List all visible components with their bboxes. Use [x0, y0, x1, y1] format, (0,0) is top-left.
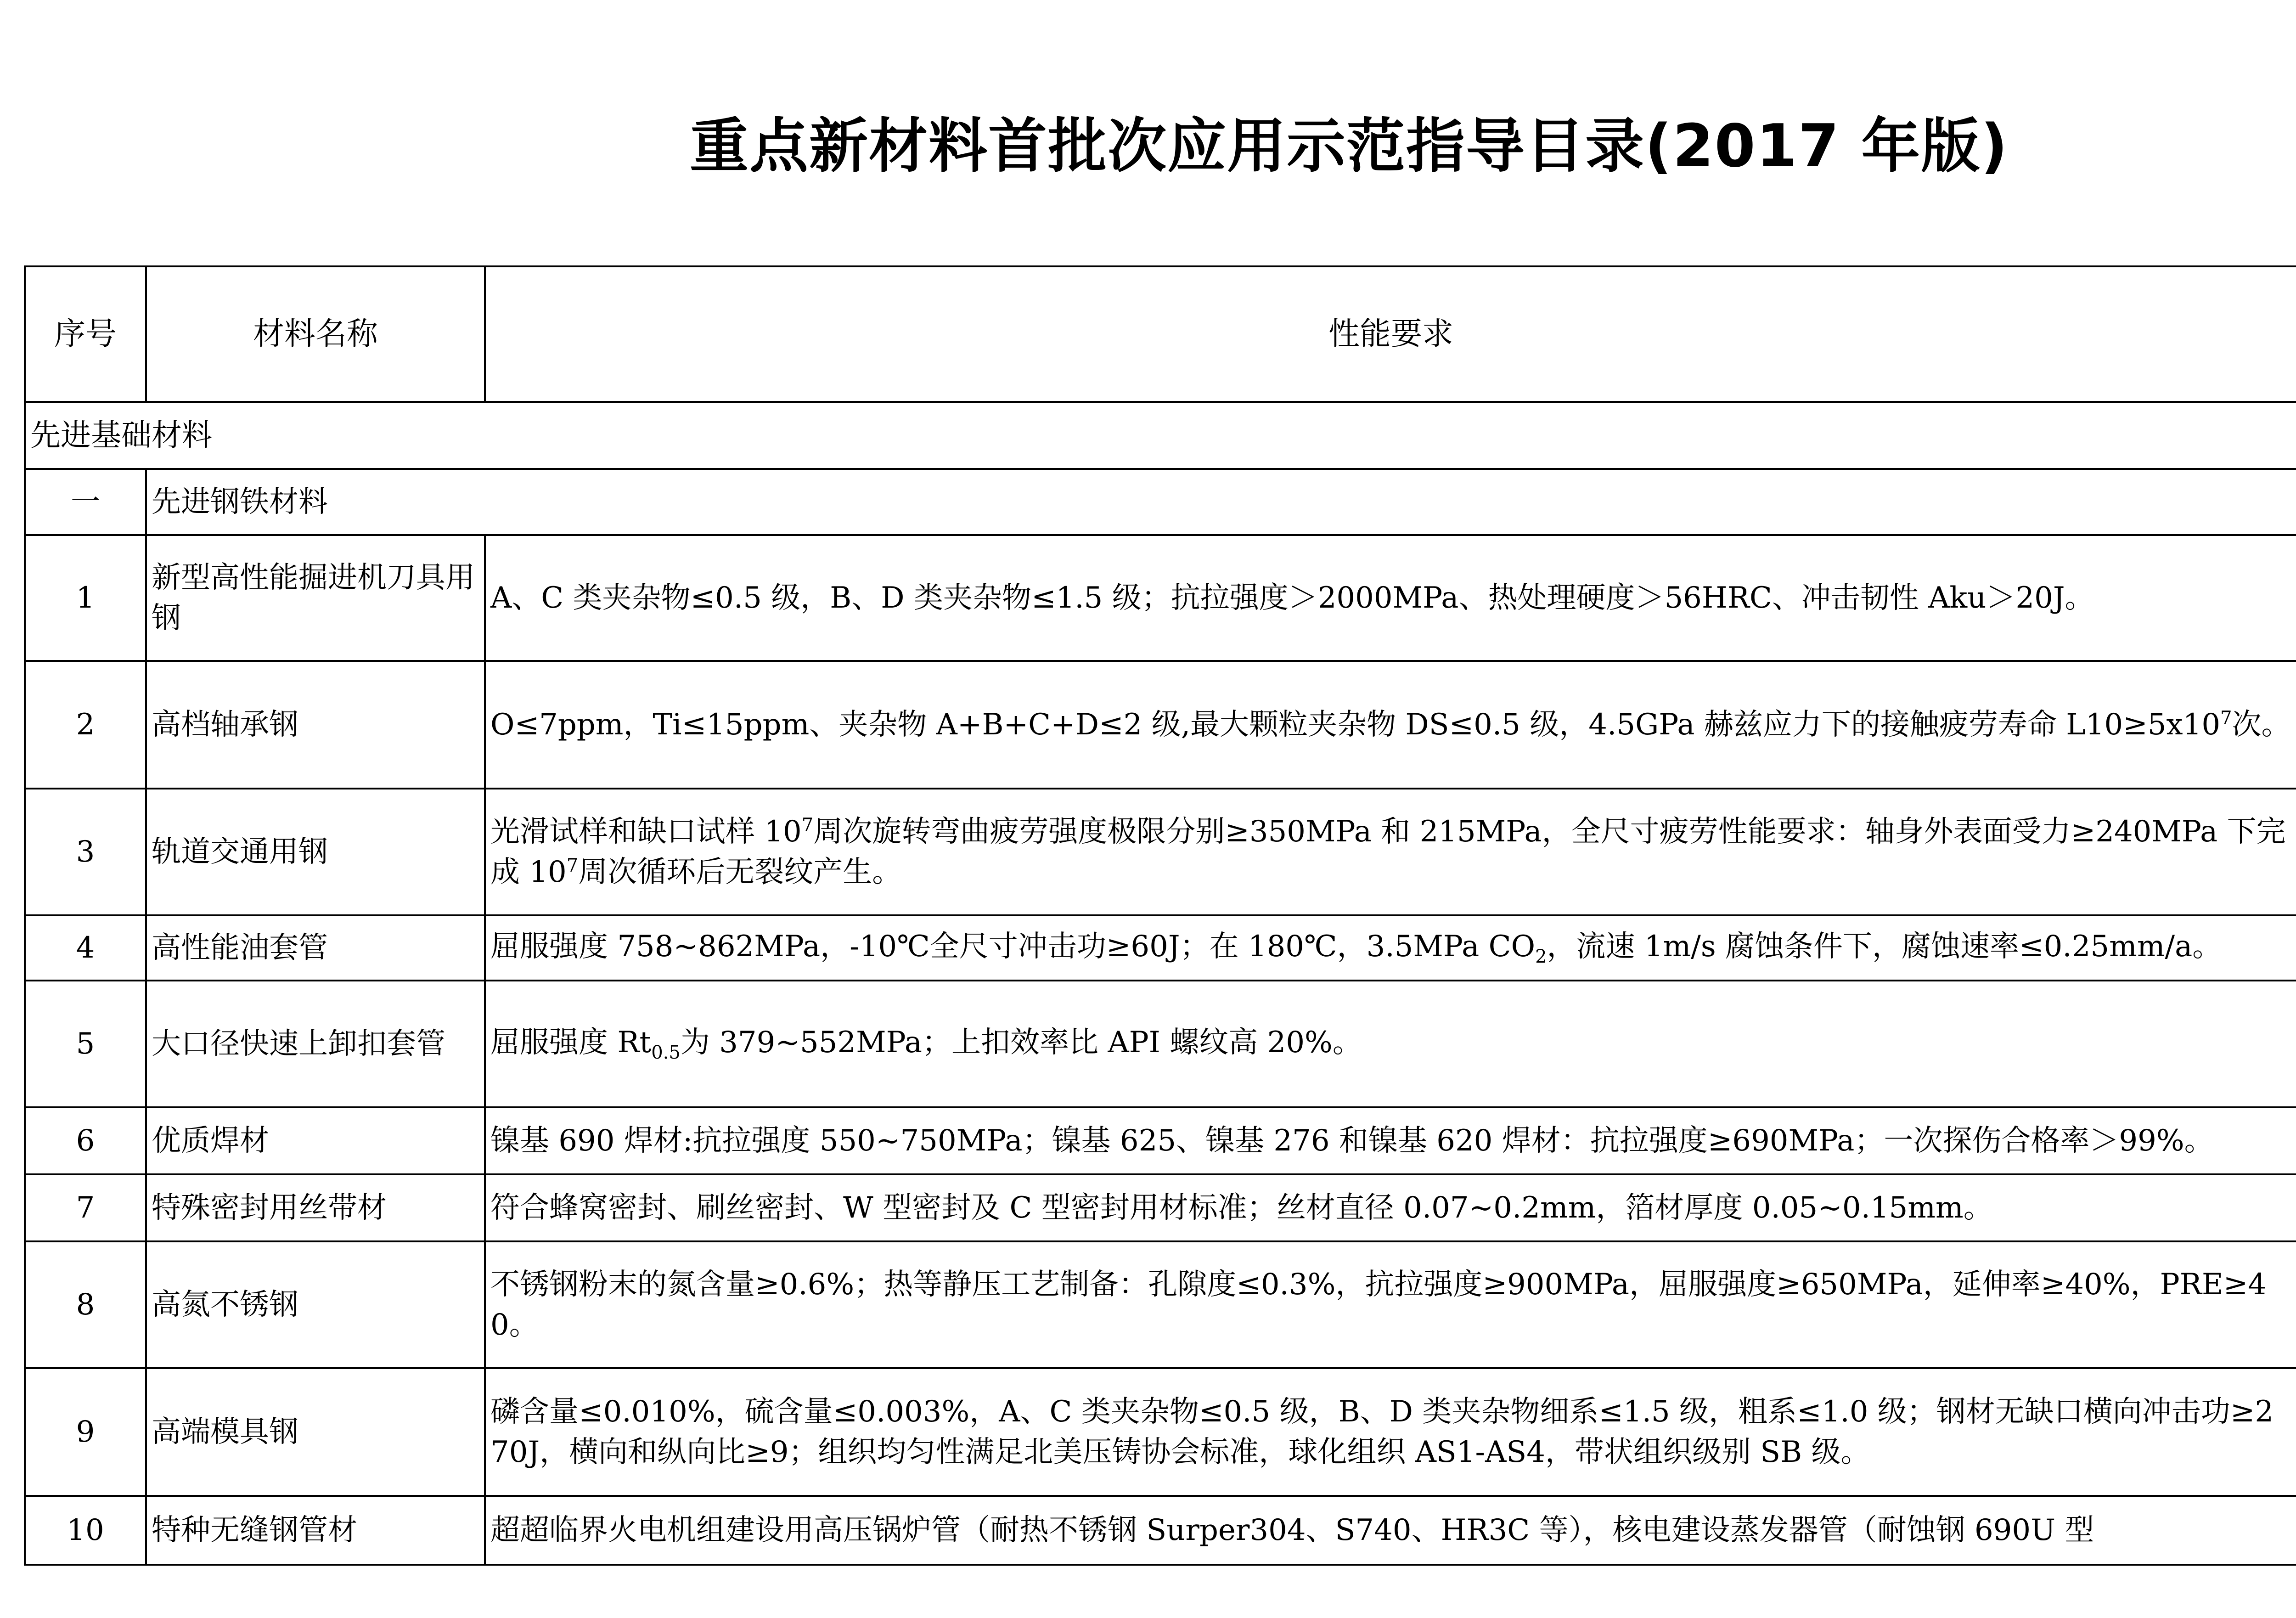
section-title: 先进基础材料: [25, 402, 2296, 469]
req-text: 为 379~552MPa；上扣效率比 API 螺纹高 20%。: [680, 1026, 1362, 1060]
row-name: 特种无缝钢管材: [146, 1496, 485, 1565]
group-no: 一: [25, 469, 146, 535]
table-row: [25, 1368, 2296, 1496]
row-requirements: 超超临界火电机组建设用高压锅炉管（耐热不锈钢 Surper304、S740、HR3C 等），核电建设蒸发器管（耐蚀钢 690U 型: [485, 1496, 2296, 1565]
req-text: O≤7ppm，Ti≤15ppm、夹杂物 A+B+C+D≤2 级,最大颗粒夹杂物 DS≤0.5 级，4.5GPa 赫兹应力下的接触疲劳寿命 L10≥5x10: [490, 707, 2221, 742]
table-row: [25, 1496, 2296, 1565]
row-requirements: A、C 类夹杂物≤0.5 级，B、D 类夹杂物≤1.5 级；抗拉强度＞2000MPa、热处理硬度＞56HRC、冲击韧性 Aku＞20J。: [485, 535, 2296, 661]
req-subscript: 2: [1535, 946, 1547, 967]
header-no: 序号: [25, 266, 146, 402]
row-name: 优质焊材: [146, 1107, 485, 1174]
req-text: ，流速 1m/s 腐蚀条件下，腐蚀速率≤0.25mm/a。: [1547, 930, 2222, 964]
req-text: 屈服强度 Rt: [490, 1026, 652, 1060]
req-superscript: 7: [2220, 707, 2232, 729]
table-row: [25, 535, 2296, 661]
header-requirements: 性能要求: [485, 266, 2296, 402]
section-row: [25, 402, 2296, 469]
req-text: 周次循环后无裂纹产生。: [578, 855, 902, 889]
row-requirements: 符合蜂窝密封、刷丝密封、W 型密封及 C 型密封用材标准；丝材直径 0.07~0.2mm，箔材厚度 0.05~0.15mm。: [485, 1174, 2296, 1241]
row-name: 特殊密封用丝带材: [146, 1174, 485, 1241]
table-row: [25, 661, 2296, 789]
table-row: [25, 981, 2296, 1107]
row-requirements: 不锈钢粉末的氮含量≥0.6%；热等静压工艺制备：孔隙度≤0.3%，抗拉强度≥900MPa，屈服强度≥650MPa，延伸率≥40%，PRE≥40。: [485, 1241, 2296, 1368]
req-text: 屈服强度 758~862MPa，-10℃全尺寸冲击功≥60J；在 180℃，3.5MPa CO: [490, 930, 1536, 964]
row-name: 轨道交通用钢: [146, 789, 485, 915]
row-requirements: [485, 981, 2296, 1107]
req-subscript: 0.5: [651, 1042, 681, 1063]
row-requirements: 镍基 690 焊材:抗拉强度 550~750MPa；镍基 625、镍基 276 和镍基 620 焊材：抗拉强度≥690MPa；一次探伤合格率＞99%。: [485, 1107, 2296, 1174]
req-text: 周次旋转弯曲疲劳强度极限分别≥350MPa 和 215MPa，全尺寸疲劳性能要求：轴身外表面受力≥240MPa 下完成 10: [490, 814, 2286, 889]
row-name: 高性能油套管: [146, 915, 485, 981]
row-name: 高档轴承钢: [146, 661, 485, 789]
row-requirements: 磷含量≤0.010%，硫含量≤0.003%，A、C 类夹杂物≤0.5 级，B、D 类夹杂物细系≤1.5 级，粗系≤1.0 级；钢材无缺口横向冲击功≥270J，横向和纵向比≥9；组织均匀性满足北美压铸协会标准，球化组织 AS1-AS4，带状组织级别 SB 级。: [485, 1368, 2296, 1496]
row-name: 大口径快速上卸扣套管: [146, 981, 485, 1107]
row-name: 高端模具钢: [146, 1368, 485, 1496]
table-row: [25, 789, 2296, 915]
table-row: [25, 915, 2296, 981]
row-no: 2: [25, 661, 146, 789]
table-header-row: [25, 266, 2296, 402]
table-row: [25, 1241, 2296, 1368]
row-no: 10: [25, 1496, 146, 1565]
row-no: 3: [25, 789, 146, 915]
row-name: 高氮不锈钢: [146, 1241, 485, 1368]
row-no: 9: [25, 1368, 146, 1496]
table-row: [25, 1174, 2296, 1241]
req-superscript: 7: [801, 814, 814, 836]
row-requirements: [485, 661, 2296, 789]
row-no: 7: [25, 1174, 146, 1241]
group-row: [25, 469, 2296, 535]
header-name: 材料名称: [146, 266, 485, 402]
row-no: 1: [25, 535, 146, 661]
table-row: [25, 1107, 2296, 1174]
req-text: 次。: [2232, 707, 2291, 742]
group-name: 先进钢铁材料: [146, 469, 2296, 535]
row-requirements: [485, 789, 2296, 915]
row-no: 6: [25, 1107, 146, 1174]
row-name: 新型高性能掘进机刀具用钢: [146, 535, 485, 661]
materials-table: [24, 265, 2296, 1566]
req-text: 光滑试样和缺口试样 10: [490, 814, 802, 849]
row-no: 4: [25, 915, 146, 981]
req-superscript: 7: [566, 855, 579, 876]
row-no: 5: [25, 981, 146, 1107]
page-title: 重点新材料首批次应用示范指导目录(2017 年版): [690, 112, 2009, 180]
row-requirements: [485, 915, 2296, 981]
row-no: 8: [25, 1241, 146, 1368]
